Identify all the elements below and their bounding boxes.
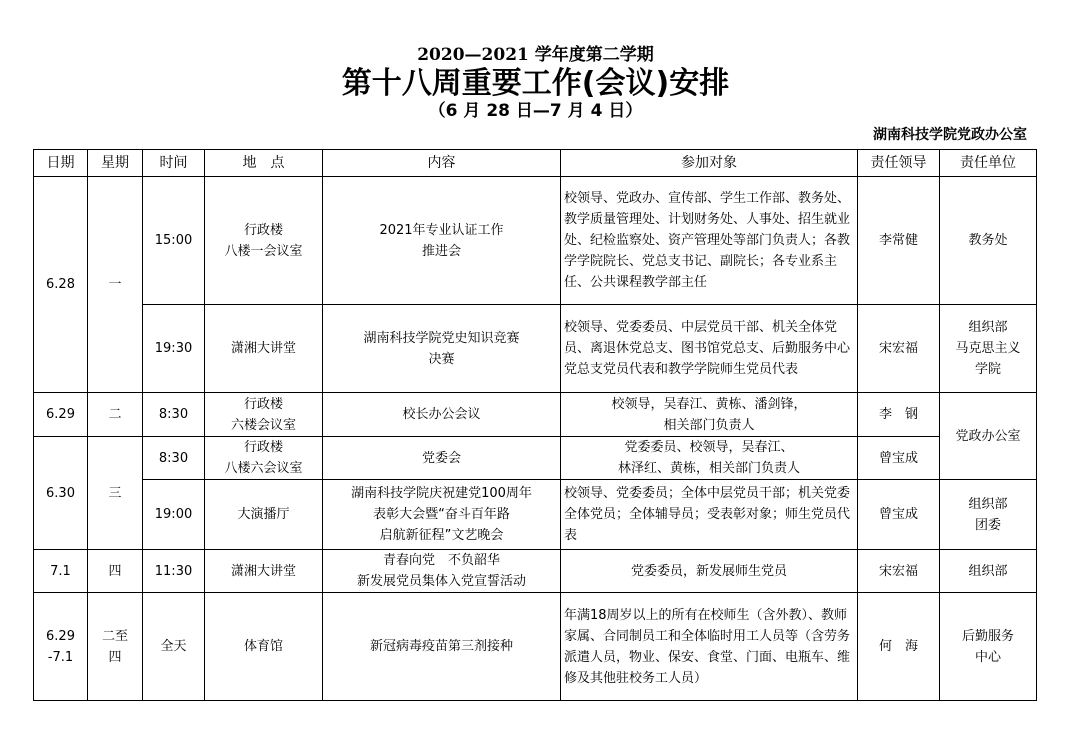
cell-location: 大演播厅 — [205, 480, 323, 550]
cell-date: 7.1 — [34, 550, 88, 593]
cell-time: 8:30 — [143, 437, 205, 480]
cell-participants: 党委委员，新发展师生党员 — [561, 550, 858, 593]
cell-date: 6.29 — [34, 393, 88, 437]
cell-participants: 年满18周岁以上的所有在校师生（含外教）、教师家属、合同制员工和全体临时用工人员等（含劳务派遣人员，物业、保安、食堂、门面、电瓶车、维修及其他驻校务工人员） — [561, 593, 858, 701]
cell-leader: 宋宏福 — [858, 550, 940, 593]
cell-participants: 校领导、党委委员；全体中层党员干部；机关党委全体党员；全体辅导员；受表彰对象；师生党员代表 — [561, 480, 858, 550]
cell-content: 湖南科技学院庆祝建党100周年 表彰大会暨“奋斗百年路 启航新征程”文艺晚会 — [323, 480, 561, 550]
cell-participants: 校领导，吴春江、黄栋、潘剑锋， 相关部门负责人 — [561, 393, 858, 437]
cell-weekday: 一 — [88, 177, 143, 393]
cell-unit: 后勤服务 中心 — [940, 593, 1037, 701]
cell-location: 潇湘大讲堂 — [205, 305, 323, 393]
cell-time: 15:00 — [143, 177, 205, 305]
cell-date: 6.30 — [34, 437, 88, 550]
semester-heading: 2020—2021 学年度第二学期 — [417, 45, 654, 65]
header-weekday: 星期 — [88, 150, 143, 177]
cell-content: 校长办公会议 — [323, 393, 561, 437]
table-row — [34, 593, 1037, 701]
page-title: 第十八周重要工作(会议)安排 — [341, 66, 730, 101]
table-row — [34, 550, 1037, 593]
cell-unit: 教务处 — [940, 177, 1037, 305]
cell-location: 行政楼 八楼六会议室 — [205, 437, 323, 480]
table-row — [34, 480, 1037, 550]
cell-leader: 李 钢 — [858, 393, 940, 437]
table-row — [34, 305, 1037, 393]
cell-location: 潇湘大讲堂 — [205, 550, 323, 593]
cell-time: 8:30 — [143, 393, 205, 437]
cell-unit: 组织部 马克思主义 学院 — [940, 305, 1037, 393]
table-row — [34, 393, 1037, 437]
cell-weekday: 四 — [88, 550, 143, 593]
cell-unit: 组织部 — [940, 550, 1037, 593]
issuing-office: 湖南科技学院党政办公室 — [873, 127, 1027, 143]
cell-date: 6.28 — [34, 177, 88, 393]
cell-time: 11:30 — [143, 550, 205, 593]
cell-unit: 党政办公室 — [940, 393, 1037, 480]
header-date: 日期 — [34, 150, 88, 177]
date-range: （6 月 28 日—7 月 4 日） — [428, 101, 643, 121]
cell-unit: 组织部 团委 — [940, 480, 1037, 550]
cell-weekday: 三 — [88, 437, 143, 550]
cell-weekday: 二 — [88, 393, 143, 437]
header-location: 地 点 — [205, 150, 323, 177]
header-content: 内容 — [323, 150, 561, 177]
table-row — [34, 177, 1037, 305]
header-participants: 参加对象 — [561, 150, 858, 177]
cell-weekday: 二至 四 — [88, 593, 143, 701]
schedule-table — [33, 149, 1037, 701]
cell-participants: 党委委员、校领导，吴春江、 林泽红、黄栋，相关部门负责人 — [561, 437, 858, 480]
cell-leader: 何 海 — [858, 593, 940, 701]
header-time: 时间 — [143, 150, 205, 177]
cell-participants: 校领导、党政办、宣传部、学生工作部、教务处、教学质量管理处、计划财务处、人事处、招生就业处、纪检监察处、资产管理处等部门负责人；各教学学院院长、党总支书记、副院长；各专业系主任、公共课程教学部主任 — [561, 177, 858, 305]
cell-content: 青春向党 不负韶华 新发展党员集体入党宣誓活动 — [323, 550, 561, 593]
cell-content: 2021年专业认证工作 推进会 — [323, 177, 561, 305]
cell-leader: 曾宝成 — [858, 437, 940, 480]
cell-location: 体育馆 — [205, 593, 323, 701]
cell-leader: 宋宏福 — [858, 305, 940, 393]
cell-content: 党委会 — [323, 437, 561, 480]
cell-time: 全天 — [143, 593, 205, 701]
header-leader: 责任领导 — [858, 150, 940, 177]
header-unit: 责任单位 — [940, 150, 1037, 177]
cell-leader: 曾宝成 — [858, 480, 940, 550]
cell-time: 19:30 — [143, 305, 205, 393]
cell-location: 行政楼 六楼会议室 — [205, 393, 323, 437]
cell-leader: 李常健 — [858, 177, 940, 305]
cell-location: 行政楼 八楼一会议室 — [205, 177, 323, 305]
cell-content: 新冠病毒疫苗第三剂接种 — [323, 593, 561, 701]
header-row — [34, 150, 1037, 177]
cell-content: 湖南科技学院党史知识竞赛 决赛 — [323, 305, 561, 393]
cell-time: 19:00 — [143, 480, 205, 550]
cell-date: 6.29 -7.1 — [34, 593, 88, 701]
table-row — [34, 437, 1037, 480]
cell-participants: 校领导、党委委员、中层党员干部、机关全体党员、离退休党总支、图书馆党总支、后勤服务中心党总支党员代表和教学学院师生党员代表 — [561, 305, 858, 393]
